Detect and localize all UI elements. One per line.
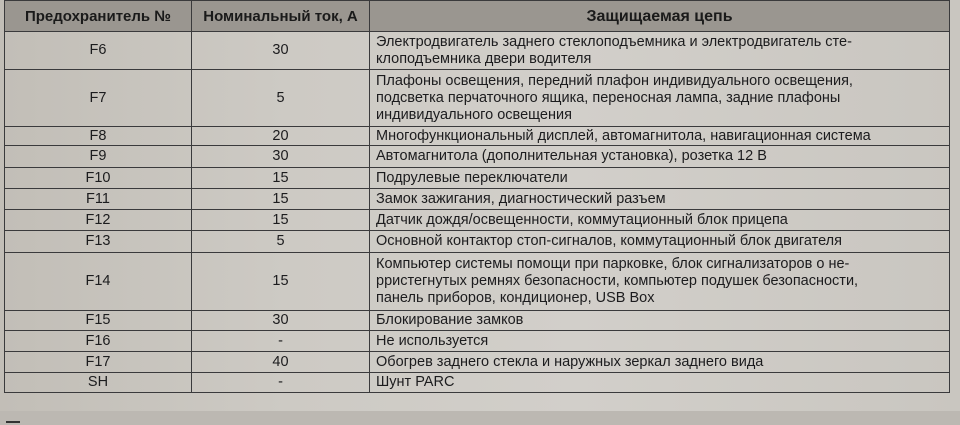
protected-circuit-cell: Шунт PARC: [370, 373, 950, 393]
rated-current-cell: 15: [192, 168, 370, 189]
fuse-number-cell: F6: [5, 32, 192, 70]
rated-current-cell: 5: [192, 231, 370, 253]
protected-circuit-cell: Компьютер системы помощи при парковке, блок сигнализаторов о не- pристегнутых ремнях безопасности, компьютер подушек безопасности, панель приборов, кондиционер, USB Box: [370, 253, 950, 311]
protected-circuit-cell: Подрулевые переключатели: [370, 168, 950, 189]
protected-circuit-cell: Электродвигатель заднего стеклоподъемника и электродвигатель сте- клоподъемника двери водителя: [370, 32, 950, 70]
fuse-number-cell: F11: [5, 189, 192, 210]
rated-current-cell: 15: [192, 253, 370, 311]
rated-current-cell: 15: [192, 189, 370, 210]
rated-current-cell: -: [192, 373, 370, 393]
protected-circuit-cell: Блокирование замков: [370, 311, 950, 331]
header-rated-current: Номинальный ток, А: [192, 1, 370, 32]
table-row: [5, 168, 950, 189]
fuse-number-cell: F15: [5, 311, 192, 331]
protected-circuit-cell: Основной контактор стоп-сигналов, коммутационный блок двигателя: [370, 231, 950, 253]
rated-current-cell: 40: [192, 352, 370, 373]
fuse-number-cell: F9: [5, 146, 192, 168]
fuse-number-cell: F17: [5, 352, 192, 373]
protected-circuit-cell: Плафоны освещения, передний плафон индивидуального освещения, подсветка перчаточного ящика, переносная лампа, задние плафоны индивидуального освещения: [370, 70, 950, 127]
table-header: [5, 1, 950, 32]
fuse-number-cell: F7: [5, 70, 192, 127]
table-row: [5, 127, 950, 146]
header-row: [5, 1, 950, 32]
fuse-number-cell: F12: [5, 210, 192, 231]
protected-circuit-cell: Автомагнитола (дополнительная установка), розетка 12 В: [370, 146, 950, 168]
page-bottom-edge: [0, 411, 960, 425]
rated-current-cell: 30: [192, 311, 370, 331]
protected-circuit-cell: Датчик дождя/освещенности, коммутационный блок прицепа: [370, 210, 950, 231]
rated-current-cell: 5: [192, 70, 370, 127]
table-row: [5, 311, 950, 331]
table-row: [5, 373, 950, 393]
rated-current-cell: 20: [192, 127, 370, 146]
protected-circuit-cell: Замок зажигания, диагностический разъем: [370, 189, 950, 210]
table-body: [5, 32, 950, 393]
table-row: [5, 70, 950, 127]
header-fuse-number: Предохранитель №: [5, 1, 192, 32]
header-protected-circuit: Защищаемая цепь: [370, 1, 950, 32]
fuse-number-cell: F16: [5, 331, 192, 352]
table-row: [5, 32, 950, 70]
table-row: [5, 331, 950, 352]
protected-circuit-cell: Обогрев заднего стекла и наружных зеркал заднего вида: [370, 352, 950, 373]
table-row: [5, 253, 950, 311]
fuse-number-cell: F8: [5, 127, 192, 146]
table-row: [5, 231, 950, 253]
rated-current-cell: 30: [192, 32, 370, 70]
fuse-table: [4, 0, 950, 393]
table-row: [5, 352, 950, 373]
rated-current-cell: -: [192, 331, 370, 352]
protected-circuit-cell: Не используется: [370, 331, 950, 352]
table-row: [5, 210, 950, 231]
fuse-number-cell: F14: [5, 253, 192, 311]
fuse-number-cell: F13: [5, 231, 192, 253]
page-edge-mark: [6, 421, 20, 423]
rated-current-cell: 15: [192, 210, 370, 231]
table-row: [5, 189, 950, 210]
protected-circuit-cell: Многофункциональный дисплей, автомагнитола, навигационная система: [370, 127, 950, 146]
rated-current-cell: 30: [192, 146, 370, 168]
fuse-number-cell: F10: [5, 168, 192, 189]
table-row: [5, 146, 950, 168]
fuse-number-cell: SH: [5, 373, 192, 393]
